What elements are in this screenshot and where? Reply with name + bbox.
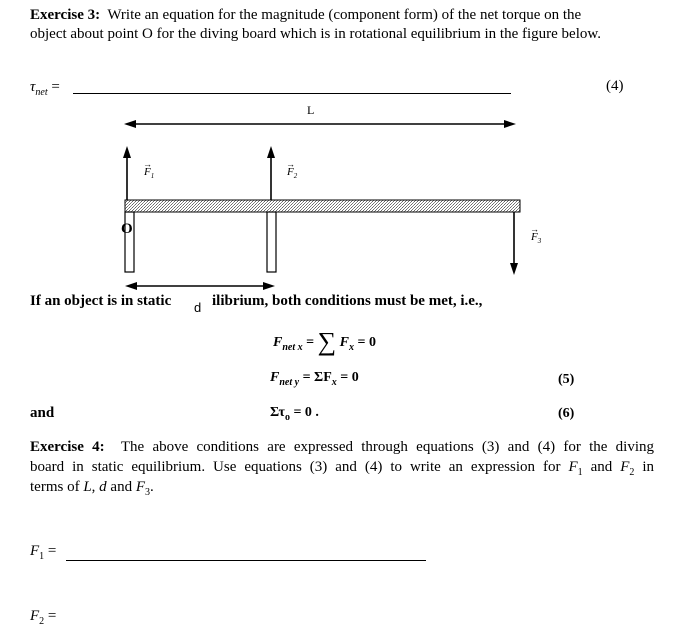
- f1-label: $F_1$: [144, 166, 155, 180]
- answer-f1-line[interactable]: [66, 560, 426, 561]
- exercise3-text-line1: Write an equation for the magnitude (component form) of the net torque on the: [107, 7, 582, 23]
- distance-arrow: [125, 282, 275, 290]
- f2-vector-arrow-icon: →: [286, 159, 295, 169]
- and-label: and: [30, 405, 55, 421]
- exercise4-line1: [30, 438, 654, 457]
- f3-vector-arrow-icon: →: [530, 224, 539, 234]
- f1-arrow: [123, 146, 131, 205]
- tnet-points: (4): [606, 78, 624, 94]
- answer-f1-label: $F_1$ =: [30, 543, 57, 562]
- tnet-subscript: net: [35, 87, 48, 98]
- diving-board: [125, 200, 520, 212]
- f1-vector-arrow-icon: →: [143, 159, 152, 169]
- length-label: L: [307, 103, 315, 117]
- tnet-symbol: τ: [30, 79, 36, 95]
- equation-6-number: (6): [558, 406, 575, 421]
- equation-net-y: $F_{net y} = \Sigma F_x = 0$: [270, 370, 359, 388]
- f3-arrow: [510, 212, 518, 275]
- conditions-intro-b: ilibrium, both conditions must be met, i.e.,: [212, 293, 483, 309]
- exercise3-text-line2: object about point O for the diving board which is in rotational equilibrium in the figure below.: [30, 26, 601, 42]
- equation-5-number: (5): [558, 372, 575, 387]
- answer-f2-label: $F_2$ =: [30, 608, 57, 627]
- conditions-intro-a: If an object is in static: [30, 293, 172, 309]
- f3-label: $F_3$: [531, 231, 542, 245]
- exercise4-line3: terms of L, d and $F_3$.: [30, 479, 154, 498]
- tnet-equals: =: [51, 79, 60, 95]
- f2-arrow: [267, 146, 275, 205]
- exercise4-line2: board in static equilibrium. Use equations (3) and (4) to write an expression for $F_1$ and $F_2$ in: [30, 459, 655, 478]
- distance-label: d: [194, 300, 202, 315]
- f2-label: $F_2$: [287, 166, 298, 180]
- exercise4-label: Exercise 4:: [30, 439, 105, 455]
- equation-net-x: $F_{net x}$ = ∑ $F_x = 0$: [273, 327, 376, 356]
- equation-torque: $\Sigma\tau_o = 0$ .: [270, 405, 319, 423]
- right-support-post: [267, 212, 276, 272]
- exercise4-text-line1: The above conditions are expressed through equations (3) and (4) for the diving: [120, 439, 654, 455]
- length-arrow: [124, 120, 516, 128]
- pivot-label: O: [121, 221, 133, 237]
- exercise3-label: Exercise 3:: [30, 7, 101, 23]
